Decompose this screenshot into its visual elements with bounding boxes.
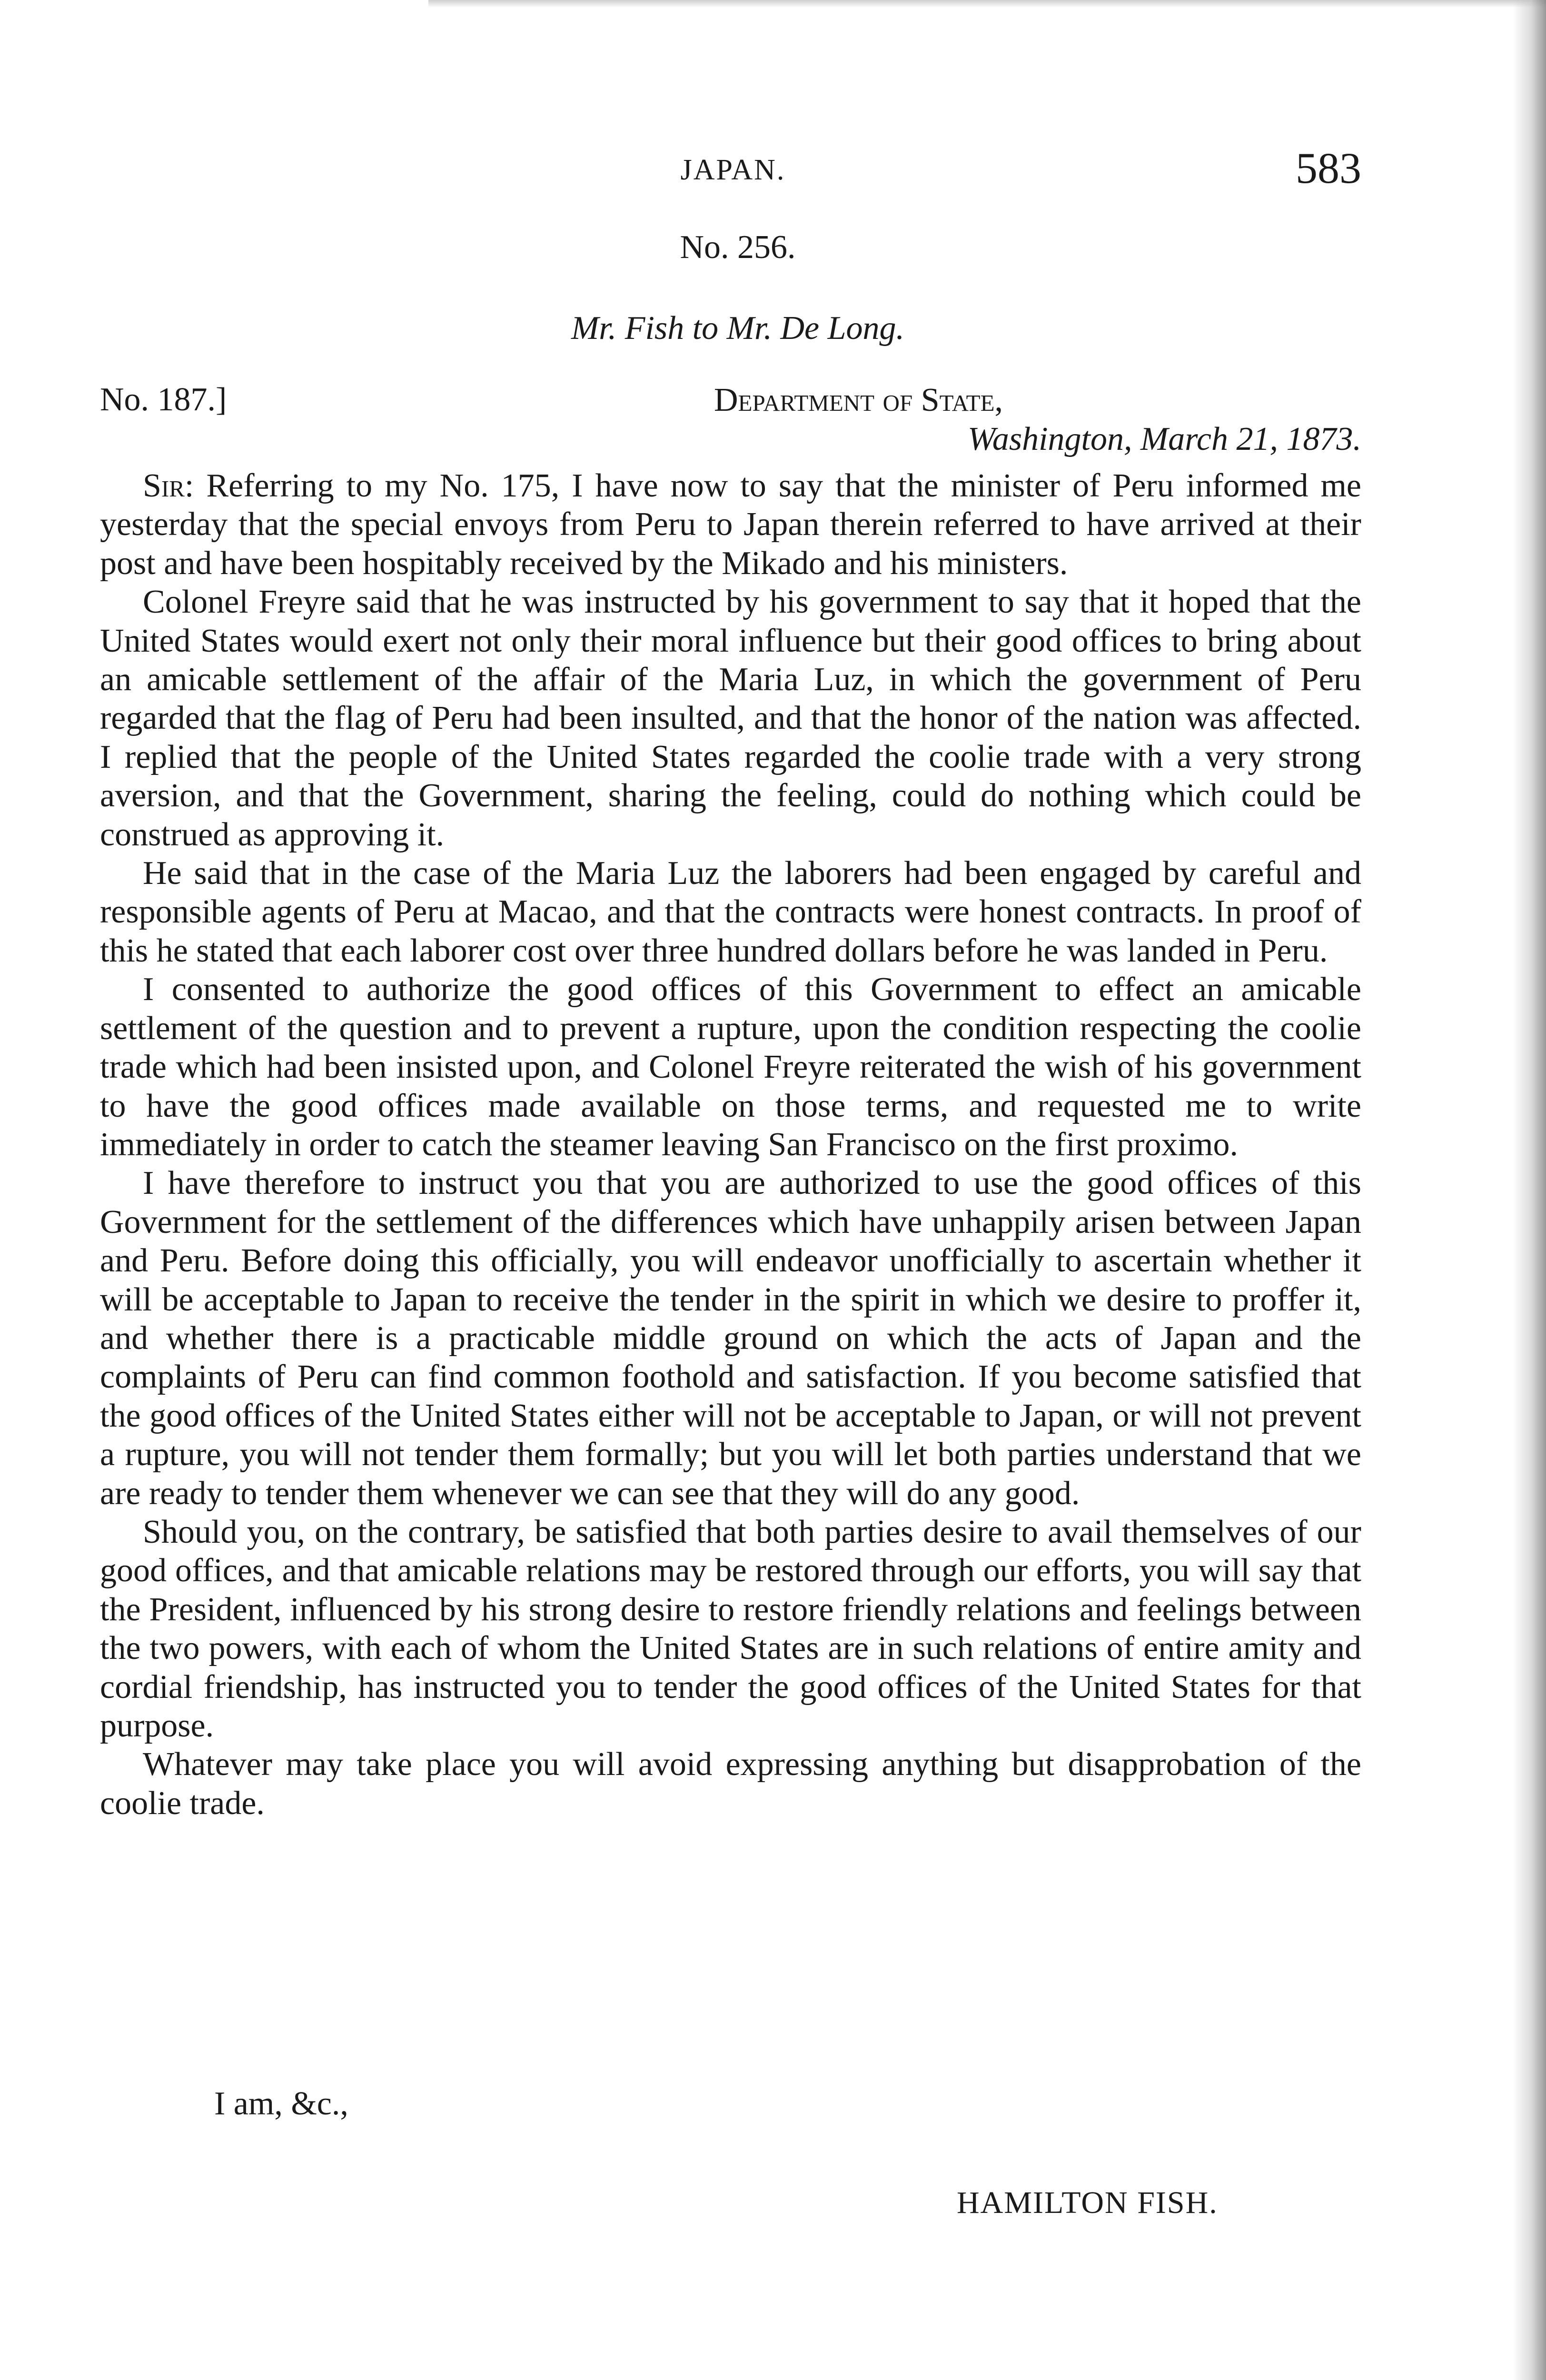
paragraph-7: Whatever may take place you will avoid expressing anything but disapprobation of the coolie trade.	[100, 1746, 1361, 1822]
page-number: 583	[1296, 144, 1361, 192]
paragraph-4: I consented to authorize the good offices of this Government to effect an amicable settlement of the question and to prevent a rupture, upon the condition respecting the coolie trade which had been insisted upon, and Colonel Freyre reiterated the wish of his government to have the good offices made available on those terms, and requested me to write immediately in order to catch the steamer leaving San Francisco on the first proximo.	[100, 971, 1361, 1163]
reference-number: No. 187.]	[100, 381, 227, 418]
paragraph-6: Should you, on the contrary, be satisfied that both parties desire to avail themselves of our good offices, and that amicable relations may be restored through our efforts, you will say that the President, influenced by his strong desire to restore friendly relations and feelings between the two powers, with each of whom the United States are in such relations of entire amity and cordial friendship, has instructed you to tender the good offices of the United States for that purpose.	[100, 1513, 1361, 1744]
paragraph-3: He said that in the case of the Maria Luz the laborers had been engaged by careful and responsible agents of Peru at Macao, and that the contracts were honest contracts. In proof of this he stated that each laborer cost over three hundred dollars before he was landed in Peru.	[100, 855, 1361, 969]
paragraph-5: I have therefore to instruct you that you are authorized to use the good offices of this Government for the settlement of the differences which have unhappily arisen between Japan and Peru. Before doing this officially, you will endeavor unofficially to ascertain whether it will be acceptable to Japan to receive the tender in the spirit in which we desire to proffer it, and whether there is a practicable middle ground on which the acts of Japan and the complaints of Peru can find common foothold and satisfaction. If you become satisfied that the good offices of the United States either will not be acceptable to Japan, or will not prevent a rupture, you will not tender them formally; but you will let both parties understand that we are ready to tender them whenever we can see that they will do any good.	[100, 1165, 1361, 1512]
dateline-month: March 21, 1873.	[1140, 421, 1361, 457]
paragraph-1	[100, 466, 1361, 583]
dateline-place-date	[714, 420, 1361, 459]
document-heading: Mr. Fish to Mr. De Long.	[571, 310, 905, 347]
dateline	[714, 381, 1361, 459]
salutation: Sir:	[143, 467, 194, 504]
paragraph-1-text: Referring to my No. 175, I have now to say that the minister of Peru informed me yesterday that the special envoys from Peru to Japan therein referred to have arrived at their post and have been hospitably received by the Mikado and his ministers.	[100, 467, 1362, 582]
document-number: No. 256.	[680, 229, 796, 266]
letter-body	[100, 466, 1361, 1823]
scan-edge-shadow	[1513, 0, 1546, 2380]
running-title: JAPAN.	[680, 154, 786, 186]
signature: HAMILTON FISH.	[957, 2185, 1218, 2220]
scan-top-shadow	[428, 0, 1546, 8]
dateline-place: Washington,	[967, 421, 1132, 457]
paragraph-2: Colonel Freyre said that he was instructed by his government to say that it hoped that the United States would exert not only their moral influence but their good offices to bring about an amicable settlement of the affair of the Maria Luz, in which the government of Peru regarded that the flag of Peru had been insulted, and that the honor of the nation was affected. I replied that the people of the United States regarded the coolie trade with a very strong aversion, and that the Government, sharing the feeling, could do nothing which could be construed as approving it.	[100, 584, 1361, 853]
closing-line: I am, &c.,	[214, 2085, 348, 2122]
dateline-office: Department of State,	[714, 382, 1003, 418]
